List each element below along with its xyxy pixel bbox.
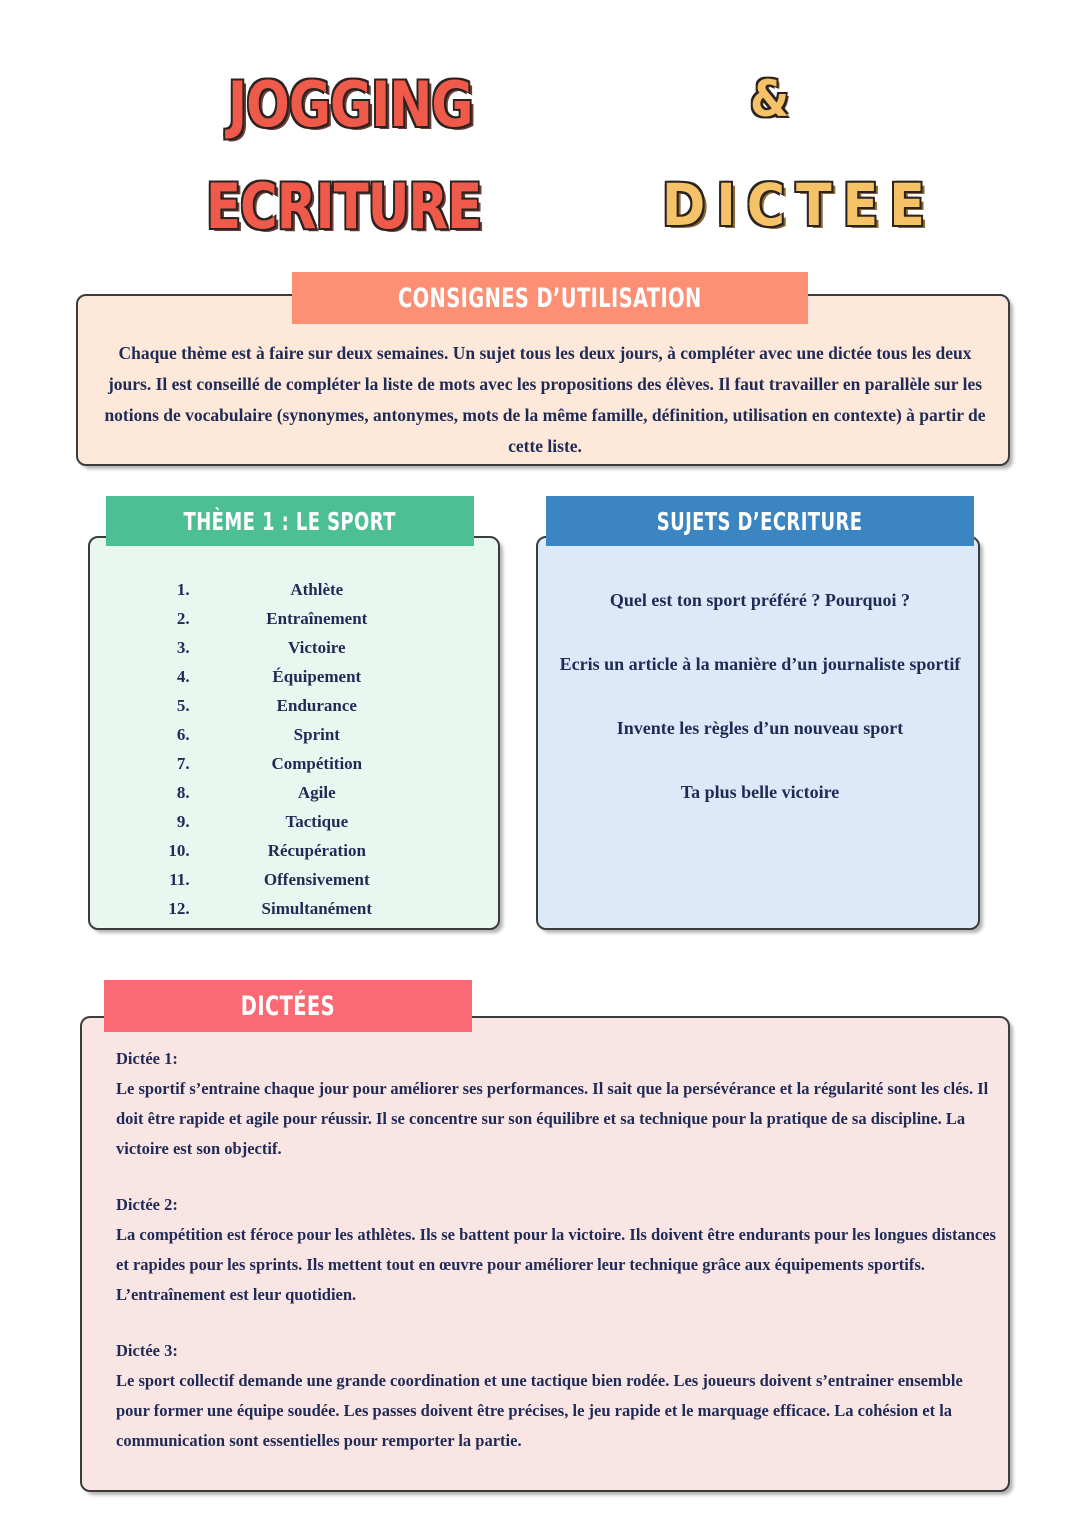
list-item	[90, 783, 502, 812]
word-label: Compétition	[271, 754, 363, 773]
title-ampersand: &	[750, 70, 790, 128]
consignes-header	[292, 272, 808, 324]
word-number: 2.	[176, 609, 190, 628]
dictees-list	[116, 1044, 996, 1456]
sujets-card	[536, 536, 980, 930]
list-item	[90, 870, 502, 899]
title-word-jogging: JOGGING	[228, 68, 473, 141]
list-item	[116, 1190, 996, 1310]
theme-header-label: THÈME 1 : LE SPORT	[183, 506, 397, 536]
list-item	[90, 899, 502, 928]
word-number: 10.	[168, 841, 190, 860]
dictees-card	[80, 1016, 1010, 1492]
page-title-block	[0, 60, 1086, 260]
title-word-ecriture: ECRITURE	[206, 170, 482, 243]
list-item	[90, 638, 502, 667]
word-number: 8.	[176, 783, 190, 802]
list-item	[90, 725, 502, 754]
word-number: 3.	[176, 638, 190, 657]
word-number: 12.	[168, 899, 190, 918]
sujets-header-label: SUJETS D’ECRITURE	[657, 506, 863, 536]
writing-prompts-list	[556, 586, 964, 842]
list-item	[90, 667, 502, 696]
list-item: Quel est ton sport préféré ? Pourquoi ?	[609, 590, 911, 610]
list-item	[90, 754, 502, 783]
dictee-text: La compétition est féroce pour les athlètes. Ils se battent pour la victoire. Ils doivent être endurants pour les longues distances et rapides pour les sprints. Ils mettent tout en œuvre pour améliorer leur technique grâce aux équipements sportifs. L’entraînement est leur quotidien.	[116, 1225, 996, 1304]
word-label: Offensivement	[263, 870, 370, 889]
word-label: Sprint	[293, 725, 340, 744]
word-label: Équipement	[272, 667, 362, 686]
word-number: 11.	[169, 870, 190, 889]
theme-header	[106, 496, 474, 546]
dictee-label: Dictée 3:	[116, 1341, 178, 1360]
list-item: Ecris un article à la manière d’un journaliste sportif	[559, 654, 961, 674]
word-number: 6.	[176, 725, 190, 744]
word-number: 5.	[176, 696, 190, 715]
word-label: Athlète	[290, 580, 344, 599]
dictees-header	[104, 980, 472, 1032]
word-label: Récupération	[267, 841, 366, 860]
title-word-dictee: DICTEE	[662, 171, 936, 239]
word-label: Victoire	[288, 638, 346, 657]
theme-card	[88, 536, 500, 930]
list-item	[116, 1336, 996, 1456]
list-item	[90, 696, 502, 725]
word-label: Simultanément	[261, 899, 373, 918]
list-item	[90, 580, 502, 609]
word-label: Entraînement	[266, 609, 368, 628]
dictee-text: Le sportif s’entraine chaque jour pour améliorer ses performances. Il sait que la persévérance et la régularité sont les clés. Il doit être rapide et agile pour réussir. Il se concentre sur son équilibre et sa technique pour la pratique de sa discipline. La victoire est son objectif.	[116, 1079, 989, 1158]
list-item: Invente les règles d’un nouveau sport	[616, 718, 904, 738]
dictee-label: Dictée 2:	[116, 1195, 178, 1214]
list-item	[90, 841, 502, 870]
list-item	[116, 1044, 996, 1164]
dictee-text: Le sport collectif demande une grande coordination et une tactique bien rodée. Les joueurs doivent s’entrainer ensemble pour former une équipe soudée. Les passes doivent être précises, le jeu rapide et le marquage efficace. La cohésion et la communication sont essentielles pour remporter la partie.	[116, 1371, 963, 1450]
word-label: Agile	[297, 783, 336, 802]
list-item	[90, 609, 502, 638]
word-number: 9.	[176, 812, 190, 831]
word-label: Tactique	[285, 812, 349, 831]
dictees-header-label: DICTÉES	[240, 990, 336, 1022]
word-label: Endurance	[276, 696, 357, 715]
list-item	[90, 812, 502, 841]
theme-word-list	[90, 580, 502, 928]
word-number: 4.	[176, 667, 190, 686]
word-number: 7.	[176, 754, 190, 773]
consignes-header-label: CONSIGNES D’UTILISATION	[398, 282, 702, 314]
word-number: 1.	[176, 580, 190, 599]
sujets-header	[546, 496, 974, 546]
list-item: Ta plus belle victoire	[680, 782, 840, 802]
dictee-label: Dictée 1:	[116, 1049, 178, 1068]
consignes-text: Chaque thème est à faire sur deux semaines. Un sujet tous les deux jours, à compléter avec une dictée tous les deux jours. Il est conseillé de compléter la liste de mots avec les propositions des élèves. Il faut travailler en parallèle sur les notions de vocabulaire (synonymes, antonymes, mots de la même famille, définition, utilisation en contexte) à partir de cette liste.	[104, 343, 986, 456]
